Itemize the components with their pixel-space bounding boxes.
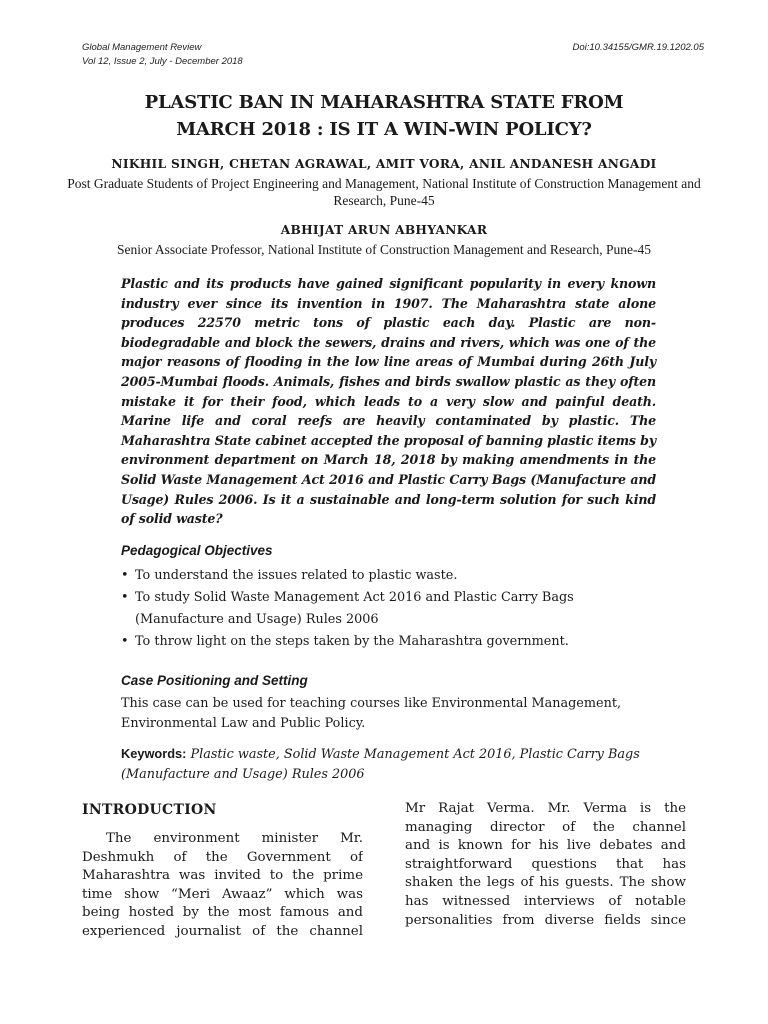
introduction-heading: INTRODUCTION: [82, 802, 217, 818]
list-item: • To study Solid Waste Management Act 2016 and Plastic Carry Bags (Manufacture and Usage) Rules 2006: [121, 587, 661, 631]
text-line: has witnessed interviews of notable: [405, 893, 686, 909]
pedagogical-heading: Pedagogical Objectives: [121, 543, 273, 558]
keywords-label: Keywords:: [121, 746, 187, 761]
text-line: Deshmukh of the Government of: [82, 849, 363, 865]
text-line: personalities from diverse fields since: [405, 912, 686, 928]
introduction-right-column: [405, 800, 686, 930]
text-line: Maharashtra was invited to the prime: [82, 868, 363, 884]
introduction-left-column: [82, 830, 363, 942]
text-line: and is known for his live debates and: [405, 838, 686, 854]
journal-issue: Vol 12, Issue 2, July - December 2018: [82, 56, 243, 67]
text-line: shaken the legs of his guests. The show: [405, 875, 686, 891]
authors: NIKHIL SINGH, CHETAN AGRAWAL, AMIT VORA, ANIL ANDANESH ANGADI: [111, 157, 657, 171]
case-body: This case can be used for teaching courses like Environmental Management, Environmental Law and Public Policy.: [121, 696, 622, 731]
journal-name: Global Management Review: [82, 42, 202, 53]
case-heading: Case Positioning and Setting: [121, 673, 308, 688]
title-line-2: MARCH 2018 : IS IT A WIN-WIN POLICY?: [176, 119, 592, 140]
list-item: • To understand the issues related to plastic waste.: [121, 565, 661, 587]
text-line: time show “Meri Awaaz” which was: [82, 886, 363, 902]
paper-title: [40, 89, 728, 143]
keywords: [121, 744, 666, 785]
doi: Doi:10.34155/GMR.19.1202.05: [572, 42, 704, 53]
text-line: managing director of the channel: [405, 819, 686, 835]
title-line-1: PLASTIC BAN IN MAHARASHTRA STATE FROM: [144, 92, 624, 113]
affiliation-professor: Senior Associate Professor, National Institute of Construction Management and Research, Pune-45: [116, 242, 652, 257]
journal-header: [82, 41, 243, 69]
affiliation-students: Post Graduate Students of Project Engineering and Management, National Institute of Construction Management and Research, Pune-45: [67, 176, 701, 208]
text-line: experienced journalist of the channel: [82, 923, 363, 939]
text-line: The environment minister Mr.: [106, 831, 363, 846]
list-item: • To throw light on the steps taken by the Maharashtra government.: [121, 631, 661, 653]
author-professor: ABHIJAT ARUN ABHYANKAR: [280, 223, 488, 237]
text-line: Mr Rajat Verma. Mr. Verma is the: [405, 801, 686, 816]
abstract: Plastic and its products have gained significant popularity in every known industry ever since its invention in 1907. The Maharashtra state alone produces 22570 metric tons of plastic each day. Plastic are non-biodegradable and block the sewers, drains and rivers, which was one of the major reasons of flooding in the low line areas of Mumbai during 26th July 2005-Mumbai floods. Animals, fishes and birds swallow plastic as they often mistake it for their food, which leads to a very slow and painful death. Marine life and coral reefs are heavily contaminated by plastic. The Maharashtra State cabinet accepted the proposal of banning plastic items by environment department on March 18, 2018 by making amendments in the Solid Waste Management Act 2016 and Plastic Carry Bags (Manufacture and Usage) Rules 2006. Is it a sustainable and long-term solution for such kind of solid waste?: [121, 276, 656, 527]
text-line: being hosted by the most famous and: [82, 905, 363, 921]
text-line: straightforward questions that has: [405, 856, 686, 872]
pedagogical-list: [121, 565, 661, 653]
keywords-text: Plastic waste, Solid Waste Management Act 2016, Plastic Carry Bags (Manufacture and Usage) Rules 2006: [121, 747, 640, 782]
